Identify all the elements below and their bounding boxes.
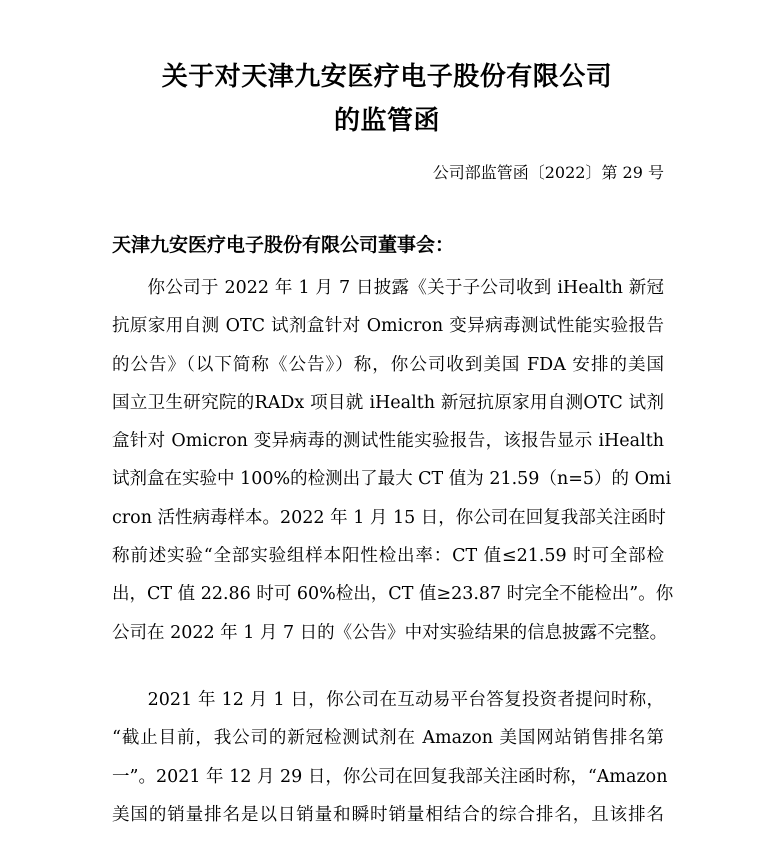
paragraph-line: 2021 年 12 月 1 日，你公司在互动易平台答复投资者提问时称，	[112, 690, 664, 710]
paragraph-line: 出，CT 值 22.86 时可 60%检出，CT 值≥23.87 时完全不能检出”。你	[112, 584, 674, 605]
document-title-line-1: 关于对天津九安医疗电子股份有限公司	[161, 62, 613, 92]
paragraph-line: 称前述实验“全部实验组样本阳性检出率：CT 值≤21.59 时可全部检	[112, 546, 664, 567]
paragraph-line: 你公司于 2022 年 1 月 7 日披露《关于子公司收到 iHealth 新冠	[112, 278, 664, 298]
paragraph-1	[112, 269, 674, 652]
paragraph-line: 美国的销量排名是以日销量和瞬时销量相结合的综合排名，且该排名	[112, 804, 664, 825]
paragraph-2	[112, 681, 668, 834]
paragraph-line: 试剂盒在实验中 100%的检测出了最大 CT 值为 21.59（n=5）的 Omi	[112, 469, 672, 490]
paragraph-line: 的公告》（以下简称《公告》）称，你公司收到美国 FDA 安排的美国	[112, 354, 664, 375]
paragraph-line: 盒针对 Omicron 变异病毒的测试性能实验报告，该报告显示 iHealth	[112, 431, 664, 452]
paragraph-line: 一”。2021 年 12 月 29 日，你公司在回复我部关注函时称，“Amazon	[112, 766, 668, 787]
paragraph-line: cron 活性病毒样本。2022 年 1 月 15 日，你公司在回复我部关注函时	[112, 507, 666, 528]
document-number: 公司部监管函〔2022〕第 29 号	[432, 163, 664, 182]
document-title-line-2: 的监管函	[333, 106, 440, 136]
paragraph-line: “截止目前，我公司的新冠检测试剂在 Amazon 美国网站销售排名第	[112, 728, 664, 749]
paragraph-line: 国立卫生研究院的RADx 项目就 iHealth 新冠抗原家用自测OTC 试剂	[112, 392, 664, 413]
paragraph-line: 抗原家用自测 OTC 试剂盒针对 Omicron 变异病毒测试性能实验报告	[112, 316, 664, 337]
addressee: 天津九安医疗电子股份有限公司董事会：	[112, 234, 455, 256]
paragraph-line: 公司在 2022 年 1 月 7 日的《公告》中对实验结果的信息披露不完整。	[112, 622, 668, 643]
